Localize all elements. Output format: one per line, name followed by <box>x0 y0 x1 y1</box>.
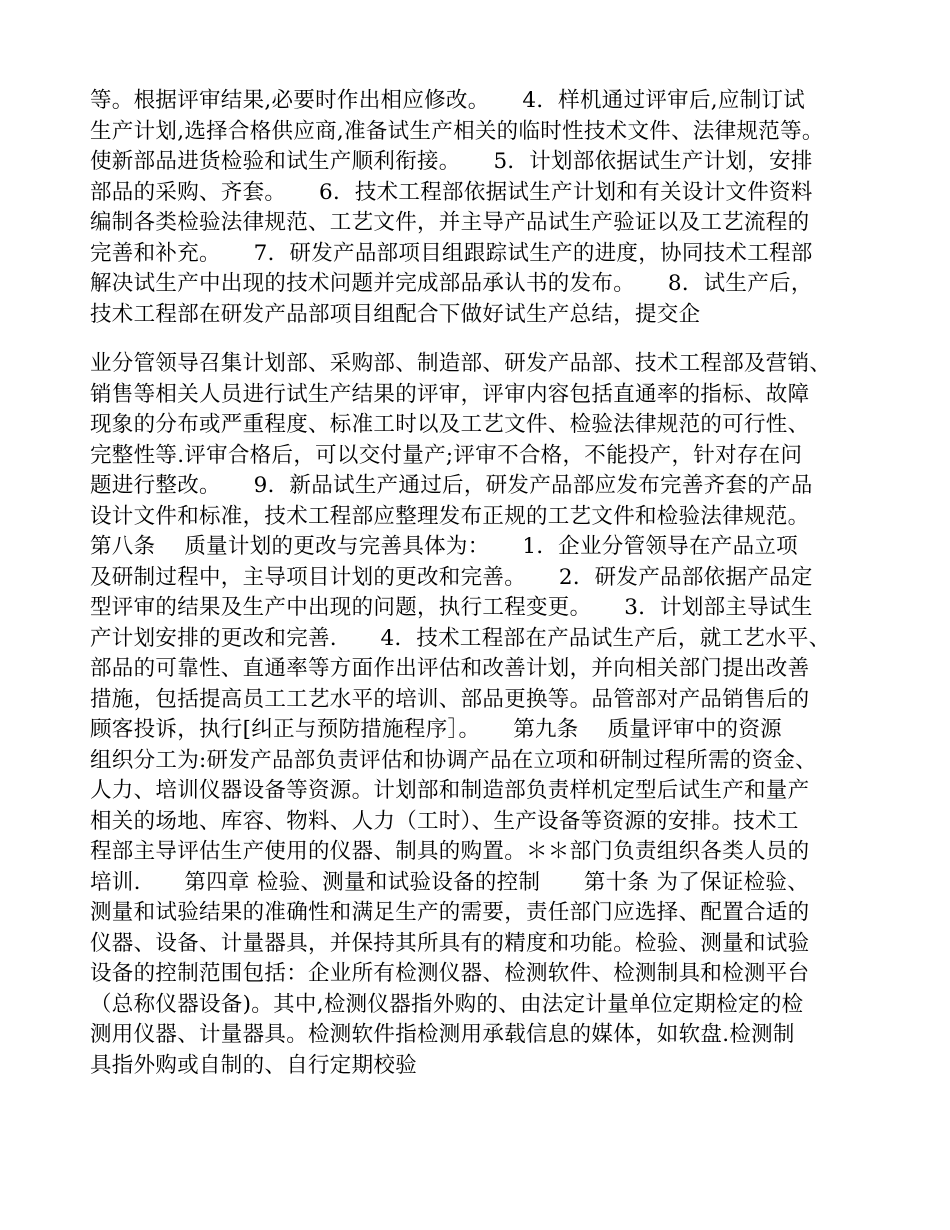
text-line: 使新部品进货检验和试生产顺利衔接。 5．计划部依据试生产计划，安排 <box>90 149 813 174</box>
text-line: 措施，包括提高员工工艺水平的培训、部品更换等。品管部对产品销售后的 <box>90 686 810 712</box>
text-line: 测量和试验结果的准确性和满足生产的需要，责任部门应选择、配置合适的 <box>90 900 810 925</box>
text-line: 培训. 第四章 检验、测量和试验设备的控制 第十条 为了保证检验、 <box>90 869 810 895</box>
text-line: 相关的场地、库容、物料、人力（工时）、生产设备等资源的安排。技术工 <box>90 808 799 834</box>
text-line: 生产计划,选择合格供应商,准备试生产相关的临时性技术文件、法律规范等。 <box>90 118 824 144</box>
text-line: 设计文件和标准，技术工程部应整理发布正规的工艺文件和检验法律规范。 <box>90 503 810 529</box>
text-line: 程部主导评估生产使用的仪器、制具的购置。＊＊部门负责组织各类人员的 <box>90 839 810 864</box>
text-line: 设备的控制范围包括：企业所有检测仪器、检测软件、检测制具和检测平台 <box>90 961 810 986</box>
text-line: 技术工程部在研发产品部项目组配合下做好试生产总结，提交企 <box>90 301 701 327</box>
text-line: 测用仪器、计量器具。检测软件指检测用承载信息的媒体，如软盘.检测制 <box>90 1022 795 1047</box>
text-line: 组织分工为:研发产品部负责评估和协调产品在立项和研制过程所需的资金、 <box>90 747 817 773</box>
text-line: 部品的采购、齐套。 6．技术工程部依据试生产计划和有关设计文件资料 <box>90 179 813 205</box>
text-line: 解决试生产中出现的技术问题并完成部品承认书的发布。 8．试生产后， <box>90 271 813 296</box>
text-line: 现象的分布或严重程度、标准工时以及工艺文件、检验法律规范的可行性、 <box>90 412 810 437</box>
text-line: 编制各类检验法律规范、工艺文件，并主导产品试生产验证以及工艺流程的 <box>90 210 810 235</box>
text-line: 销售等相关人员进行试生产结果的评审，评审内容包括直通率的指标、故障 <box>90 381 810 407</box>
text-line: 完整性等.评审合格后，可以交付量产;评审不合格，不能投产，针对存在问 <box>90 442 803 468</box>
text-line: 具指外购或自制的、自行定期校验 <box>90 1052 418 1078</box>
text-line: 人力、培训仪器设备等资源。计划部和制造部负责样机定型后试生产和量产 <box>90 778 810 803</box>
text-line: （总称仪器设备)。其中,检测仪器指外购的、由法定计量单位定期检定的检 <box>90 991 804 1017</box>
body-paragraph <box>90 349 870 1081</box>
text-line: 题进行整改。 9．新品试生产通过后，研发产品部应发布完善齐套的产品 <box>90 473 813 498</box>
text-line: 完善和补充。 7．研发产品部项目组跟踪试生产的进度，协同技术工程部 <box>90 240 813 266</box>
text-line: 第八条 质量计划的更改与完善具体为： 1．企业分管领导在产品立项 <box>90 534 798 559</box>
text-line: 顾客投诉，执行[纠正与预防措施程序］。 第九条 质量评审中的资源 <box>90 717 782 742</box>
text-line: 部品的可靠性、直通率等方面作出评估和改善计划，并向相关部门提出改善 <box>90 656 810 681</box>
text-line: 等。根据评审结果,必要时作出相应修改。 4．样机通过评审后,应制订试 <box>90 88 806 113</box>
text-line: 及研制过程中，主导项目计划的更改和完善。 2．研发产品部依据产品定 <box>90 564 813 590</box>
text-line: 业分管领导召集计划部、采购部、制造部、研发产品部、技术工程部及营销、 <box>90 351 832 376</box>
text-line: 产计划安排的更改和完善. 4．技术工程部在产品试生产后，就工艺水平、 <box>90 625 831 651</box>
body-paragraph <box>90 86 870 330</box>
text-line: 型评审的结果及生产中出现的问题，执行工程变更。 3．计划部主导试生 <box>90 595 813 620</box>
text-line: 仪器、设备、计量器具，并保持其所具有的精度和功能。检验、测量和试验 <box>90 930 810 956</box>
